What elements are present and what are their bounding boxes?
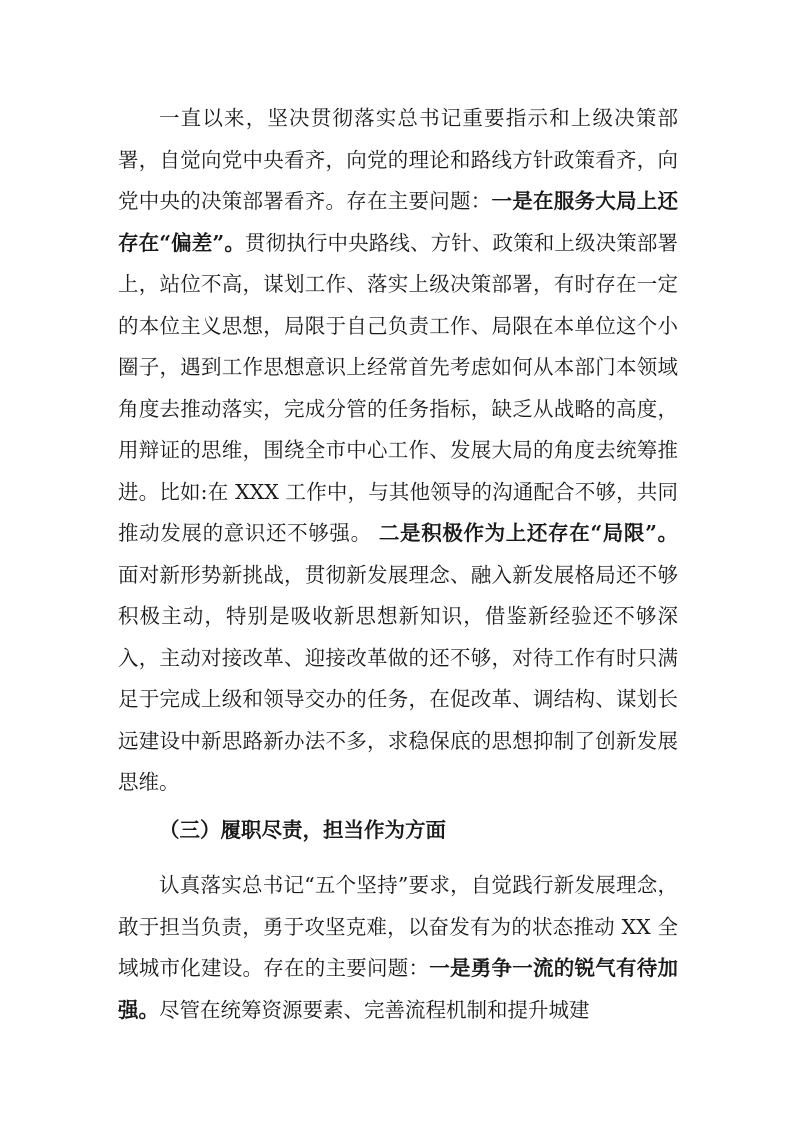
paragraph-2 (118, 865, 678, 1031)
paragraph-2-intro: 认真落实总书记“五个坚持”要求，自觉践行新发展理念，敢于担当负责，勇于攻坚克难，以奋发有为的状态推动 XX 全域城市化建设。存在的主要问题： (118, 873, 678, 980)
section-heading: （三）履职尽责，担当作为方面 (159, 818, 446, 842)
paragraph-1-text-2: 面对新形势新挑战，贯彻新发展理念、融入新发展格局还不够积极主动，特别是吸收新思想新知识，借鉴新经验还不够深入，主动对接改革、迎接改革做的还不够，对待工作有时只满足于完成上级和领导交办的任务，在促改革、调结构、谋划长远建设中新思路新办法不多，求稳保底的思想抑制了创新发展思维。 (118, 562, 678, 794)
paragraph-1-text-1: 贯彻执行中央路线、方针、政策和上级决策部署上，站位不高，谋划工作、落实上级决策部署，有时存在一定的本位主义思想，局限于自己负责工作、局限在本单位这个小圈子，遇到工作思想意识上经常首先考虑如何从本部门本领域角度去推动落实，完成分管的任务指标，缺乏从战略的高度，用辩证的思维，围绕全市中心工作、发展大局的角度去统筹推进。比如:在 XXX 工作中，与其他领导的沟通配合不够，共同推动发展的意识还不够强。 (118, 230, 678, 545)
paragraph-1-intro: 一直以来，坚决贯彻落实总书记重要指示和上级决策部署，自觉向党中央看齐，向党的理论和路线方针政策看齐，向党中央的决策部署看齐。存在主要问题： (118, 106, 678, 213)
paragraph-1-bold-2: 二是积极作为上还存在“局限”。 (378, 521, 678, 545)
paragraph-1-bold-1: 一是在服务大局上还存在“偏差”。 (118, 189, 678, 255)
paragraph-2-bold-1: 一是勇争一流的锐气有待加强。 (118, 956, 678, 1022)
paragraph-1 (118, 98, 678, 804)
paragraph-2-text-1: 尽管在统筹资源要素、完善流程机制和提升城建 (159, 997, 590, 1022)
